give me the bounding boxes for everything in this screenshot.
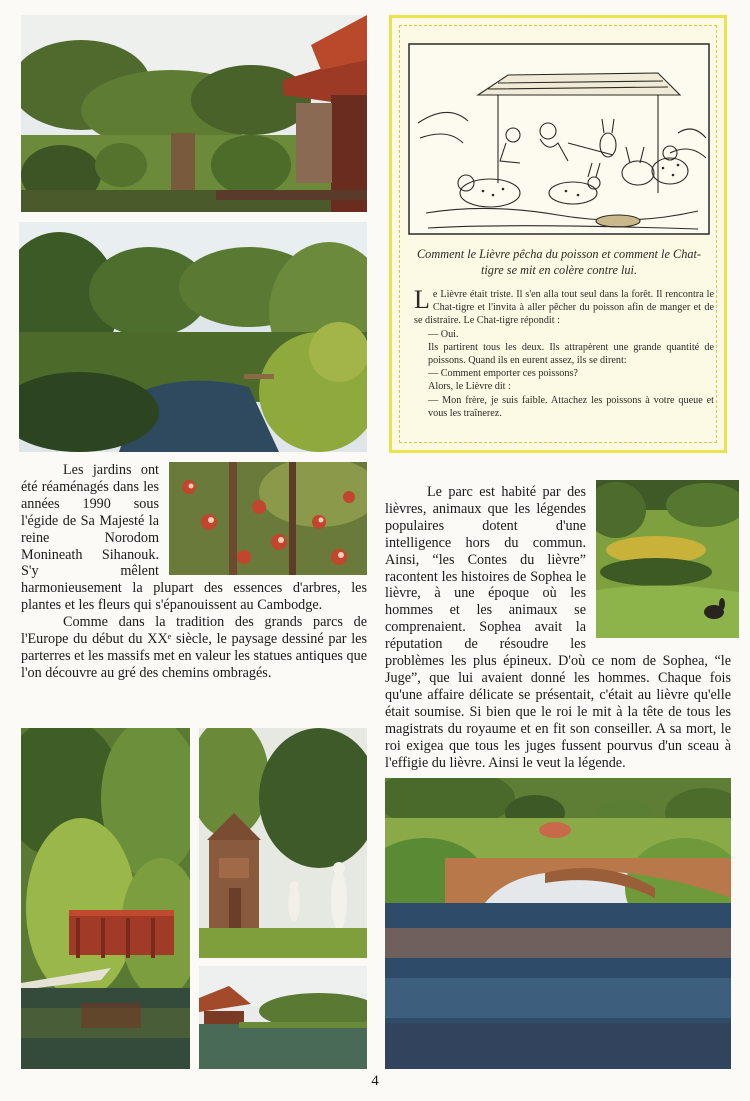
tale-box <box>389 15 727 453</box>
photo-bridge <box>385 778 731 1069</box>
photo-statues <box>199 728 367 958</box>
photo-pavilion-garden <box>21 15 367 212</box>
right-text-column <box>385 484 731 771</box>
left-paragraph-2: Comme dans la tradition des grands parcs de l'Europe du début du XXᵉ siècle, le paysage dessiné par les parterres et les massifs met en valeur les statues antiques que l'on découvre au gré des chemins ombragés. <box>21 614 367 681</box>
tale-paragraph: — Comment emporter ces poissons? <box>428 368 578 380</box>
left-text-column <box>21 462 367 682</box>
right-paragraph-1: Le parc est habité par des lièvres, animaux que les légendes populaires dotent d'une intelligence hors du commun. Ainsi, “les Contes du lièvre” racontent les histoires de Sophea le lièvre, à une époque où les hommes et les animaux se comprenaient. Sophea avait la réputation de résoudre les problèmes les plus épineux. D'où ce nom de Sophea, “le Juge”, que lui avaient donné les hommes. Chaque fois qu'une affaire délicate se présentait, c'était au lièvre qu'elle était soumise. Si bien que le roi le mit à la tête de tous les magistrats du royaume et en fit son conseiller. A sa mort, le roi exigea que tous les juges fussent pourvus d'un sceau à l'effigie du lièvre. Ainsi le veut la légende. <box>385 484 731 771</box>
photo-river-jungle <box>19 222 367 452</box>
tale-illustration <box>408 43 710 235</box>
tale-text <box>414 285 714 420</box>
tale-paragraph: Alors, le Lièvre dit : <box>428 381 511 393</box>
tale-paragraph: Ils partirent tous les deux. Ils attrapèrent une grande quantité de poissons. Quand ils en eurent assez, ils se dirent: <box>428 341 714 367</box>
tale-title: Comment le Lièvre pêcha du poisson et comment le Chat-tigre se mit en colère contre lui. <box>416 247 702 277</box>
photo-rabbit-lawn <box>596 480 739 638</box>
tale-dropcap: L <box>414 285 430 314</box>
tale-paragraph: — Mon frère, je suis faible. Attachez les poissons à votre queue et vous les traînerez. <box>428 394 714 419</box>
photo-pavilion-lake <box>199 966 367 1069</box>
photo-bamboo-pond <box>21 728 190 1069</box>
photo-flowers <box>169 462 367 575</box>
tale-paragraph: e Lièvre était triste. Il s'en alla tout seul dans la forêt. Il rencontra le Chat-tigre et l'invita à aller pêcher du poisson afin de manger et de se distraire. Le Chat-tigre répondit : <box>414 289 714 327</box>
left-paragraph-1: Les jardins ont été réaménagés dans les années 1990 sous l'égide de Sa Majesté la reine Norodom Monineath Sihanouk. S'y mêlent harmonieusement la plupart des essences d'arbres, les plantes et les fleurs qui s'épanouissent au Cambodge. <box>21 462 367 614</box>
tale-paragraph: — Oui. <box>428 328 459 340</box>
page-number: 4 <box>371 1073 379 1089</box>
